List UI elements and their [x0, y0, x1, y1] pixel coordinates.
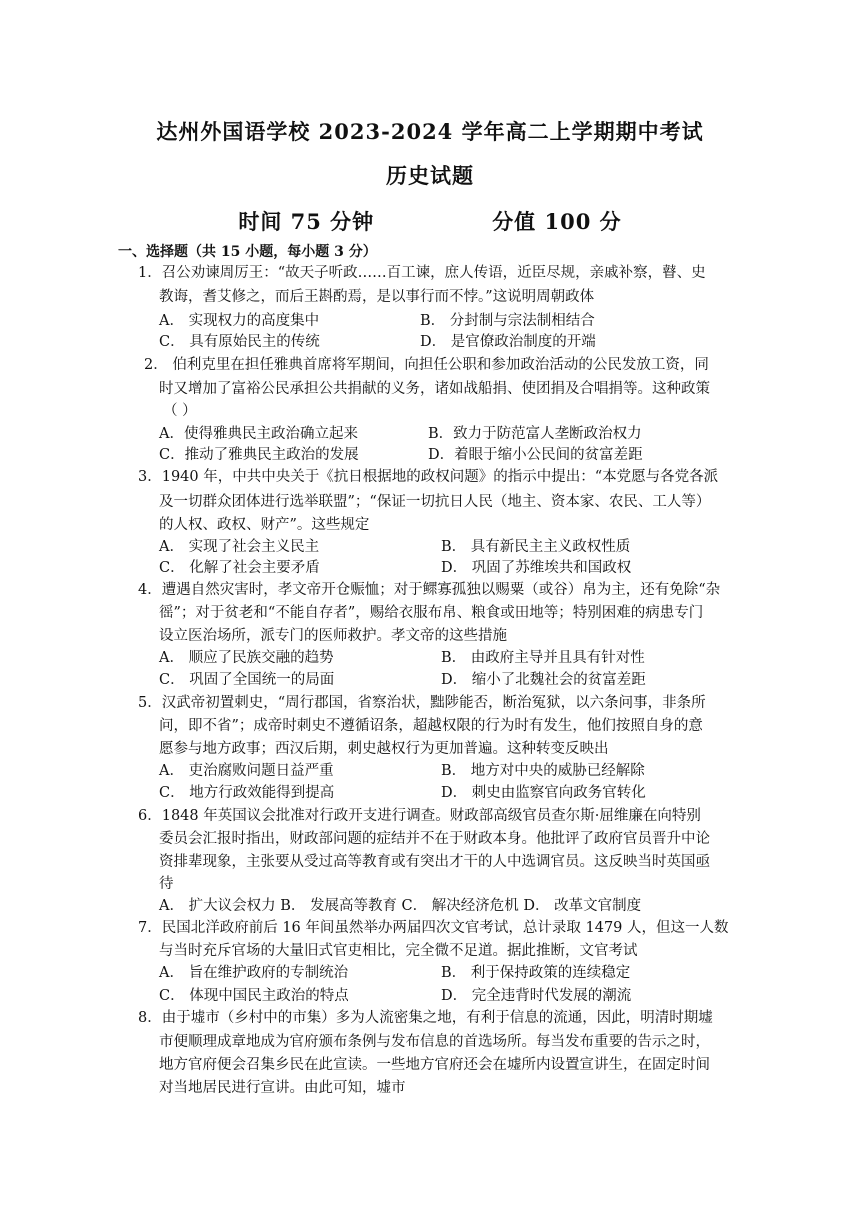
question-3-option-b: B． 具有新民主主义政权性质: [441, 539, 631, 555]
question-4-line-1: 4．遭遇自然灾害时，孝文帝开仓赈恤；对于鳏寡孤独以赐粟（或谷）帛为主，还有免除“杂: [138, 582, 721, 598]
question-6-line-2: 委员会汇报时指出，财政部问题的症结并不在于财政本身。他批评了政府官员晋升中论: [159, 831, 710, 847]
exam-title: 达州外国语学校 2023-2024 学年高二上学期期中考试: [156, 119, 704, 144]
question-4-line-2: 徭”；对于贫老和“不能自存者”，赐给衣服布帛、粮食或田地等；特别困难的病患专门: [159, 605, 704, 621]
question-2-option-b: B．致力于防范富人垄断政治权力: [428, 426, 642, 442]
question-7-option-d: D． 完全违背时代发展的潮流: [441, 988, 632, 1004]
question-7-line-1: 7．民国北洋政府前后 16 年间虽然举办两届四次文官考试，总计录取 1479 人，但这一人数: [138, 920, 729, 936]
question-5-line-2: 问，即不省”；成帝时刺史不遵循诏条，超越权限的行为时有发生，他们按照自身的意: [159, 718, 703, 734]
question-7-option-c: C． 体现中国民主政治的特点: [159, 988, 349, 1004]
question-5-line-1: 5．汉武帝初置刺史，“周行郡国，省察治状，黜陟能否，断治冤狱，以六条问事，非条所: [138, 695, 706, 711]
question-7-option-b: B． 利于保持政策的连续稳定: [441, 965, 631, 981]
question-3-option-c: C． 化解了社会主要矛盾: [159, 560, 320, 576]
question-8-line-4: 对当地居民进行宣讲。由此可知，墟市: [159, 1080, 406, 1096]
exam-score: 分值 100 分: [492, 209, 622, 234]
question-5-option-a: A． 吏治腐败问题日益严重: [159, 763, 334, 779]
question-2-option-d: D．着眼于缩小公民间的贫富差距: [428, 447, 643, 463]
question-6-line-3: 资排辈现象，主张要从受过高等教育或有突出才干的人中选调官员。这反映当时英国亟: [159, 854, 710, 870]
question-3-option-a: A． 实现了社会主义民主: [159, 539, 320, 555]
question-6-options: A． 扩大议会权力 B． 发展高等教育 C． 解决经济危机 D． 改革文官制度: [159, 898, 642, 914]
question-3-line-1: 3．1940 年，中共中央关于《抗日根据地的政权问题》的指示中提出：“本党愿与各党各派: [138, 469, 719, 485]
question-5-line-3: 愿参与地方政事；西汉后期，刺史越权行为更加普遍。这种转变反映出: [159, 741, 609, 757]
question-5-option-b: B． 地方对中央的威胁已经解除: [441, 763, 645, 779]
question-1-option-c: C． 具有原始民主的传统: [159, 334, 320, 350]
question-4-option-c: C． 巩固了全国统一的局面: [159, 672, 335, 688]
section-heading: 一、选择题（共 15 小题，每小题 3 分）: [118, 244, 377, 260]
question-2-line-3: （ ）: [163, 403, 197, 419]
question-6-line-1: 6．1848 年英国议会批准对行政开支进行调查。财政部高级官员查尔斯·屈维廉在向特别: [138, 808, 701, 824]
question-1-line-2: 教诲，耆艾修之，而后王斟酌焉，是以事行而不悖。”这说明周朝政体: [159, 289, 595, 305]
question-3-line-2: 及一切群众团体进行选举联盟”；“保证一切抗日人民（地主、资本家、农民、工人等）: [159, 494, 711, 510]
question-5-option-c: C． 地方行政效能得到提高: [159, 785, 335, 801]
question-4-option-b: B． 由政府主导并且具有针对性: [441, 650, 645, 666]
exam-time: 时间 75 分钟: [238, 209, 375, 234]
question-4-option-d: D． 缩小了北魏社会的贫富差距: [441, 672, 646, 688]
question-7-option-a: A． 旨在维护政府的专制统治: [159, 965, 349, 981]
exam-subtitle: 历史试题: [386, 163, 474, 188]
question-8-line-2: 市便顺理成章地成为官府颁布条例与发布信息的首选场所。每当发布重要的告示之时，: [159, 1034, 710, 1050]
question-8-line-3: 地方官府便会召集乡民在此宣读。一些地方官府还会在墟所内设置宣讲生，在固定时间: [159, 1057, 710, 1073]
exam-info: [0, 206, 860, 236]
question-1-option-a: A． 实现权力的高度集中: [159, 313, 320, 329]
question-4-option-a: A． 顺应了民族交融的趋势: [159, 650, 334, 666]
question-3-option-d: D． 巩固了苏维埃共和国政权: [441, 560, 632, 576]
question-7-line-2: 与当时充斥官场的大量旧式官吏相比，完全微不足道。据此推断，文官考试: [159, 943, 638, 959]
question-1-option-d: D． 是官僚政治制度的开端: [420, 334, 596, 350]
question-3-line-3: 的人权、政权、财产”。这些规定: [159, 517, 370, 533]
question-8-line-1: 8．由于墟市（乡村中的市集）多为人流密集之地，有利于信息的流通，因此，明清时期墟: [138, 1010, 713, 1026]
question-1-option-b: B． 分封制与宗法制相结合: [420, 313, 595, 329]
question-2-option-a: A．使得雅典民主政治确立起来: [159, 426, 358, 442]
question-1-line-1: 1．召公劝谏周厉王：“故天子听政……百工谏，庶人传语，近臣尽规，亲戚补察，瞽、史: [138, 265, 706, 281]
question-2-option-c: C．推动了雅典民主政治的发展: [159, 447, 359, 463]
question-2-line-2: 时又增加了富裕公民承担公共捐献的义务，诸如战船捐、使团捐及合唱捐等。这种政策: [159, 381, 710, 397]
question-5-option-d: D． 刺史由监察官向政务官转化: [441, 785, 646, 801]
question-4-line-3: 设立医治场所，派专门的医师救护。孝文帝的这些措施: [159, 628, 507, 644]
question-6-line-4: 待: [159, 876, 174, 892]
question-2-line-1: 2． 伯利克里在担任雅典首席将军期间，向担任公职和参加政治活动的公民发放工资，同: [144, 357, 709, 373]
